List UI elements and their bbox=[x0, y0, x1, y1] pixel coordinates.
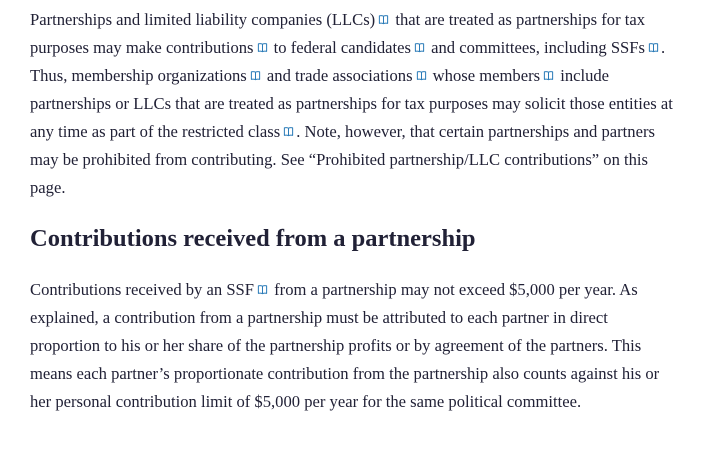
paragraph-partnership-contributions bbox=[30, 6, 680, 202]
paragraph-contributions-received bbox=[30, 276, 680, 416]
paragraph-text: . Note, however, that certain partnerships and partners may be prohibited from contributing. See “Prohibited partnership/LLC contributions” on this page. bbox=[30, 122, 655, 197]
glossary-book-icon[interactable] bbox=[257, 42, 268, 53]
paragraph-text: and trade associations bbox=[262, 66, 413, 85]
paragraph-text: that are treated as partnerships for tax purposes may make contributions bbox=[30, 10, 646, 57]
section-heading: Contributions received from a partnership bbox=[30, 225, 476, 252]
paragraph-text: to federal candidates bbox=[269, 38, 411, 57]
glossary-book-icon[interactable] bbox=[648, 42, 659, 53]
glossary-book-icon[interactable] bbox=[378, 14, 389, 25]
glossary-book-icon[interactable] bbox=[416, 70, 427, 81]
paragraph-text: . Thus, membership organizations bbox=[30, 38, 666, 85]
glossary-book-icon[interactable] bbox=[543, 70, 554, 81]
main-content bbox=[30, 6, 680, 416]
paragraph-text: include partnerships or LLCs that are treated as partnerships for tax purposes may solicit those entities at any time as part of the restricted class bbox=[30, 66, 673, 141]
paragraph-text: whose members bbox=[428, 66, 541, 85]
glossary-book-icon[interactable] bbox=[250, 70, 261, 81]
glossary-book-icon[interactable] bbox=[414, 42, 425, 53]
paragraph-text: Contributions received by an SSF bbox=[30, 280, 254, 299]
paragraph-text: from a partnership may not exceed $5,000 per year. As explained, a contribution from a partnership must be attributed to each partner in direct proportion to his or her share of the partnership profits or by agreement of the partners. This means each partner’s proportionate contribution from the partnership also counts against his or her personal contribution limit of $5,000 per year for the same political committee. bbox=[30, 280, 660, 411]
paragraph-text: Partnerships and limited liability companies (LLCs) bbox=[30, 10, 376, 29]
paragraph-text: and committees, including SSFs bbox=[426, 38, 645, 57]
glossary-book-icon[interactable] bbox=[283, 126, 294, 137]
glossary-book-icon[interactable] bbox=[257, 284, 268, 295]
